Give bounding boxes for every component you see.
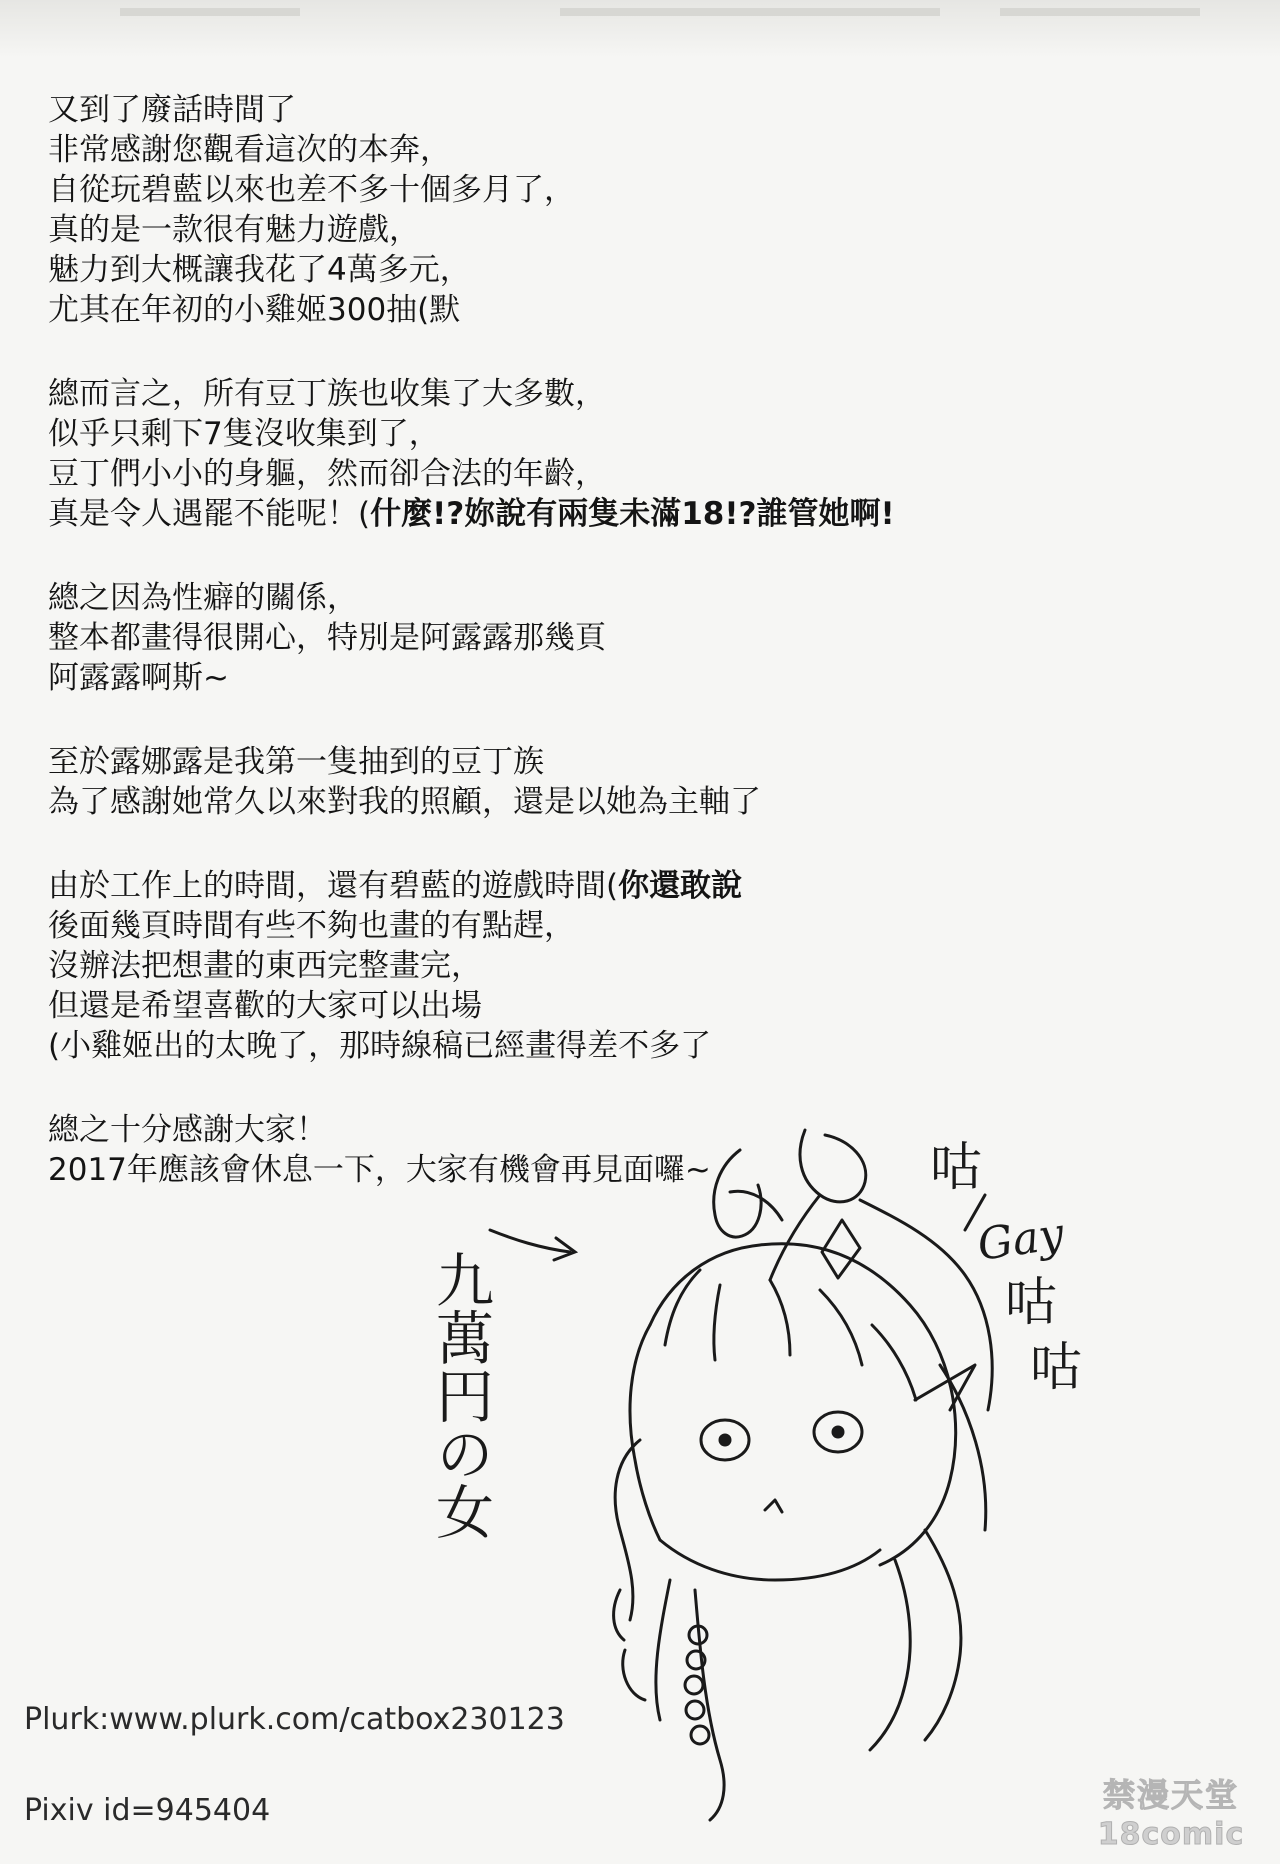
afterword-line-text: 非常感謝您觀看這次的本奔， <box>48 132 451 168</box>
afterword-paragraph <box>48 90 1228 330</box>
afterword-line-text: 又到了廢話時間了 <box>48 92 296 128</box>
afterword-line <box>48 658 1228 698</box>
afterword-line <box>48 170 1228 210</box>
afterword-line-text: 為了感謝她常久以來對我的照顧，還是以她為主軸了 <box>48 784 761 820</box>
afterword-line <box>48 906 1228 946</box>
sfx-text-mid: 咕 <box>1005 1273 1058 1333</box>
afterword-line <box>48 290 1228 330</box>
afterword-paragraph <box>48 374 1228 534</box>
afterword-text <box>48 90 1228 1234</box>
afterword-line <box>48 250 1228 290</box>
afterword-line-text: 總而言之，所有豆丁族也收集了大多數， <box>48 376 606 412</box>
afterword-line-text: 魅力到大概讓我花了4萬多元， <box>48 252 471 288</box>
afterword-line <box>48 210 1228 250</box>
afterword-line-text: 沒辦法把想畫的東西完整畫完， <box>48 948 482 984</box>
afterword-line-text: 至於露娜露是我第一隻抽到的豆丁族 <box>48 744 544 780</box>
afterword-line-text: 由於工作上的時間，還有碧藍的遊戲時間( <box>48 868 619 904</box>
contact-info <box>24 1700 565 1831</box>
watermark-latin: 18comic <box>1097 1817 1245 1852</box>
afterword-line-text: 豆丁們小小的身軀，然而卻合法的年齡， <box>48 456 606 492</box>
afterword-line <box>48 986 1228 1026</box>
afterword-line <box>48 90 1228 130</box>
plurk-link[interactable]: Plurk:www.plurk.com/catbox230123 <box>24 1702 565 1737</box>
sfx-text-gay: Gay <box>974 1208 1067 1271</box>
afterword-line-text: 真是令人遇罷不能呢！( <box>48 496 371 532</box>
watermark-kanji: 禁漫天堂 <box>1102 1776 1239 1814</box>
afterword-line-text: 總之十分感謝大家！ <box>48 1112 327 1148</box>
chibi-character-sketch <box>426 1110 1280 1850</box>
afterword-line <box>48 742 1228 782</box>
price-caption: 九萬円の女 <box>426 1250 494 1540</box>
afterword-line-text: 尤其在年初的小雞姬300抽(默 <box>48 292 461 328</box>
afterword-line-text: 整本都畫得很開心，特別是阿露露那幾頁 <box>48 620 606 656</box>
afterword-line-text: 真的是一款很有魅力遊戲， <box>48 212 420 248</box>
afterword-paragraph <box>48 742 1228 822</box>
afterword-line-text: 總之因為性癖的關係， <box>48 580 358 616</box>
afterword-paragraph <box>48 578 1228 698</box>
afterword-line <box>48 130 1228 170</box>
afterword-line <box>48 618 1228 658</box>
afterword-line-text: 自從玩碧藍以來也差不多十個多月了， <box>48 172 575 208</box>
afterword-line-text: 2017年應該會休息一下，大家有機會再見面囉~ <box>48 1152 711 1188</box>
scan-shadow <box>0 0 1280 58</box>
sfx-text-top: 咕 <box>930 1138 983 1198</box>
pixiv-id: Pixiv id=945404 <box>24 1793 271 1828</box>
afterword-line-text: 阿露露啊斯~ <box>48 660 229 696</box>
afterword-line <box>48 454 1228 494</box>
site-watermark <box>1068 1773 1274 1857</box>
afterword-paragraph <box>48 866 1228 1066</box>
afterword-line <box>48 414 1228 454</box>
afterword-line-text: 似乎只剩下7隻沒收集到了， <box>48 416 440 452</box>
afterword-line <box>48 1026 1228 1066</box>
afterword-line-text: 後面幾頁時間有些不夠也畫的有點趕， <box>48 908 575 944</box>
afterword-line <box>48 374 1228 414</box>
afterword-line-text: 但還是希望喜歡的大家可以出場 <box>48 988 482 1024</box>
afterword-line <box>48 578 1228 618</box>
afterword-emphasis: 什麼!?妳說有兩隻未滿18!?誰管她啊! <box>370 496 895 532</box>
afterword-line-text: (小雞姬出的太晚了，那時線稿已經畫得差不多了 <box>48 1028 712 1064</box>
afterword-line <box>48 866 1228 906</box>
afterword-emphasis: 你還敢說 <box>618 868 743 904</box>
afterword-line <box>48 494 1228 534</box>
sfx-text-bottom: 咕 <box>1030 1338 1083 1398</box>
afterword-line <box>48 782 1228 822</box>
afterword-line <box>48 946 1228 986</box>
